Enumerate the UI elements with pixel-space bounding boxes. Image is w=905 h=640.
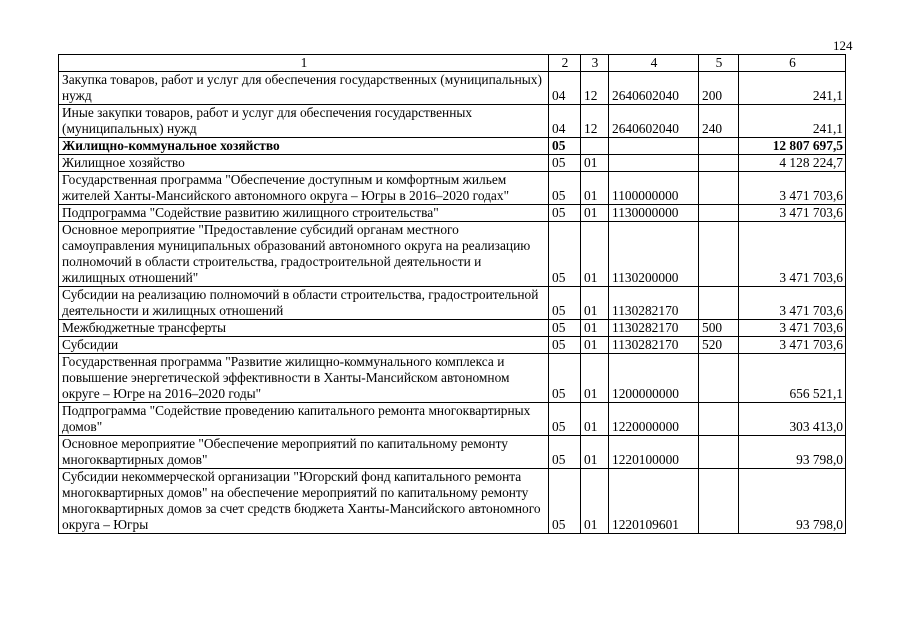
cell-target-article: 1200000000 <box>609 354 699 403</box>
cell-name: Жилищное хозяйство <box>59 155 549 172</box>
cell-expense-type: 240 <box>699 105 739 138</box>
table-row <box>59 436 846 469</box>
cell-sum: 303 413,0 <box>739 403 846 436</box>
cell-expense-type: 200 <box>699 72 739 105</box>
cell-section: 05 <box>549 337 581 354</box>
cell-subsection: 12 <box>581 105 609 138</box>
cell-name: Подпрограмма "Содействие развитию жилищного строительства" <box>59 205 549 222</box>
header-cell-subsection: 3 <box>581 55 609 72</box>
cell-expense-type <box>699 436 739 469</box>
cell-name: Основное мероприятие "Предоставление субсидий органам местного самоуправления муниципальных образований автономного округа на реализацию полномочий в области строительства, градостроительной деятельности и жилищных отношений" <box>59 222 549 287</box>
header-cell-target-article: 4 <box>609 55 699 72</box>
cell-subsection: 12 <box>581 72 609 105</box>
cell-subsection: 01 <box>581 436 609 469</box>
table-row <box>59 320 846 337</box>
cell-sum: 3 471 703,6 <box>739 222 846 287</box>
cell-sum: 3 471 703,6 <box>739 320 846 337</box>
cell-name: Субсидии <box>59 337 549 354</box>
table-row <box>59 222 846 287</box>
cell-name: Субсидии некоммерческой организации "Югорский фонд капитального ремонта многоквартирных домов" на обеспечение мероприятий по капитальному ремонту многоквартирных домов за счет средств бюджета Ханты-Мансийского автономного округа – Югры <box>59 469 549 534</box>
header-row <box>59 55 846 72</box>
table-row <box>59 403 846 436</box>
cell-name: Жилищно-коммунальное хозяйство <box>59 138 549 155</box>
cell-section: 04 <box>549 72 581 105</box>
table-row <box>59 138 846 155</box>
cell-subsection: 01 <box>581 337 609 354</box>
cell-section: 05 <box>549 172 581 205</box>
cell-expense-type <box>699 222 739 287</box>
cell-section: 04 <box>549 105 581 138</box>
cell-sum: 241,1 <box>739 72 846 105</box>
cell-expense-type <box>699 469 739 534</box>
cell-section: 05 <box>549 155 581 172</box>
cell-subsection: 01 <box>581 155 609 172</box>
cell-subsection: 01 <box>581 354 609 403</box>
table-row <box>59 155 846 172</box>
cell-target-article: 1130200000 <box>609 222 699 287</box>
cell-subsection: 01 <box>581 320 609 337</box>
cell-subsection: 01 <box>581 222 609 287</box>
cell-sum: 3 471 703,6 <box>739 205 846 222</box>
table-row <box>59 354 846 403</box>
cell-expense-type: 520 <box>699 337 739 354</box>
cell-expense-type <box>699 403 739 436</box>
cell-name: Закупка товаров, работ и услуг для обеспечения государственных (муниципальных) нужд <box>59 72 549 105</box>
header-cell-expense-type: 5 <box>699 55 739 72</box>
cell-section: 05 <box>549 320 581 337</box>
cell-section: 05 <box>549 469 581 534</box>
cell-expense-type <box>699 138 739 155</box>
cell-section: 05 <box>549 205 581 222</box>
cell-target-article: 1130282170 <box>609 337 699 354</box>
cell-sum: 656 521,1 <box>739 354 846 403</box>
cell-sum: 3 471 703,6 <box>739 172 846 205</box>
cell-subsection: 01 <box>581 205 609 222</box>
cell-target-article: 1220000000 <box>609 403 699 436</box>
cell-name: Иные закупки товаров, работ и услуг для обеспечения государственных (муниципальных) нужд <box>59 105 549 138</box>
page-number: 124 <box>833 38 853 53</box>
cell-expense-type <box>699 354 739 403</box>
cell-target-article <box>609 155 699 172</box>
cell-name: Государственная программа "Обеспечение доступным и комфортным жильем жителей Ханты-Мансийского автономного округа – Югры в 2016–2020 годах" <box>59 172 549 205</box>
cell-subsection: 01 <box>581 287 609 320</box>
table-row <box>59 469 846 534</box>
cell-target-article: 2640602040 <box>609 105 699 138</box>
cell-section: 05 <box>549 436 581 469</box>
cell-subsection <box>581 138 609 155</box>
cell-sum: 241,1 <box>739 105 846 138</box>
cell-sum: 3 471 703,6 <box>739 337 846 354</box>
cell-target-article <box>609 138 699 155</box>
cell-target-article: 2640602040 <box>609 72 699 105</box>
cell-name: Подпрограмма "Содействие проведению капитального ремонта многоквартирных домов" <box>59 403 549 436</box>
cell-sum: 12 807 697,5 <box>739 138 846 155</box>
table-row <box>59 72 846 105</box>
cell-section: 05 <box>549 287 581 320</box>
header-cell-sum: 6 <box>739 55 846 72</box>
cell-expense-type: 500 <box>699 320 739 337</box>
cell-sum: 3 471 703,6 <box>739 287 846 320</box>
cell-expense-type <box>699 155 739 172</box>
cell-expense-type <box>699 287 739 320</box>
cell-target-article: 1100000000 <box>609 172 699 205</box>
cell-target-article: 1130282170 <box>609 320 699 337</box>
cell-name: Основное мероприятие "Обеспечение мероприятий по капитальному ремонту многоквартирных домов" <box>59 436 549 469</box>
cell-expense-type <box>699 205 739 222</box>
cell-section: 05 <box>549 138 581 155</box>
cell-section: 05 <box>549 403 581 436</box>
cell-sum: 4 128 224,7 <box>739 155 846 172</box>
cell-expense-type <box>699 172 739 205</box>
table-row <box>59 287 846 320</box>
table-row <box>59 337 846 354</box>
cell-subsection: 01 <box>581 403 609 436</box>
cell-sum: 93 798,0 <box>739 436 846 469</box>
cell-subsection: 01 <box>581 172 609 205</box>
cell-section: 05 <box>549 354 581 403</box>
cell-sum: 93 798,0 <box>739 469 846 534</box>
cell-name: Субсидии на реализацию полномочий в области строительства, градостроительной деятельности и жилищных отношений <box>59 287 549 320</box>
table-row <box>59 172 846 205</box>
cell-target-article: 1130000000 <box>609 205 699 222</box>
cell-target-article: 1220100000 <box>609 436 699 469</box>
cell-target-article: 1130282170 <box>609 287 699 320</box>
cell-name: Государственная программа "Развитие жилищно-коммунального комплекса и повышение энергетической эффективности в Ханты-Мансийском автономном округе – Югре на 2016–2020 годы" <box>59 354 549 403</box>
cell-name: Межбюджетные трансферты <box>59 320 549 337</box>
cell-section: 05 <box>549 222 581 287</box>
cell-target-article: 1220109601 <box>609 469 699 534</box>
table-row <box>59 105 846 138</box>
budget-table <box>58 54 846 534</box>
table-row <box>59 205 846 222</box>
cell-subsection: 01 <box>581 469 609 534</box>
header-cell-name: 1 <box>59 55 549 72</box>
header-cell-section: 2 <box>549 55 581 72</box>
